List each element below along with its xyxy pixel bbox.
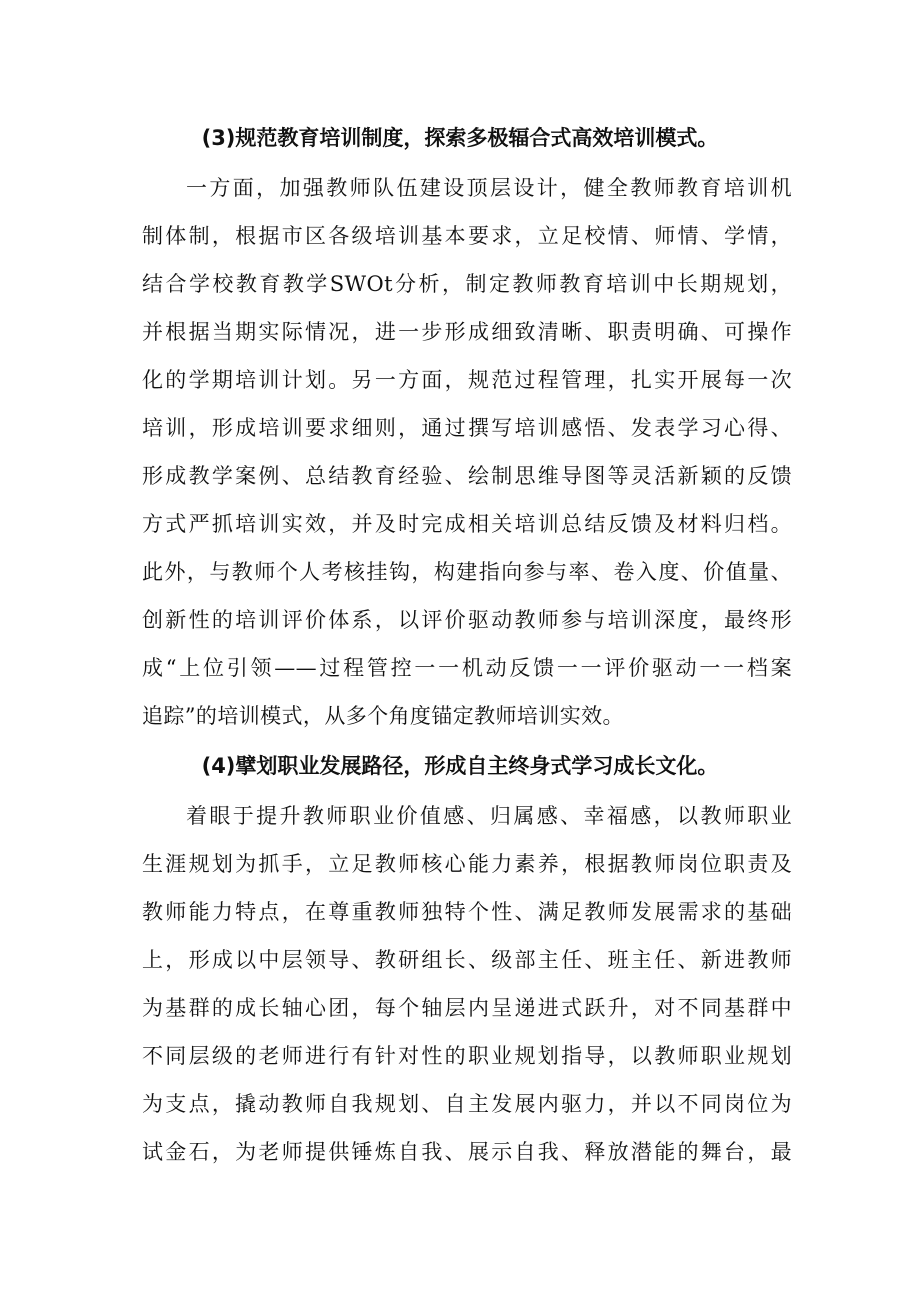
section-4-line-3: 教师能力特点，在尊重教师独特个性、满足教师发展需求的基础 (142, 900, 792, 924)
section-3-line-5: 化的学期培训计划。另一方面，规范过程管理，扎实开展每一次 (142, 368, 792, 392)
section-3-line-12: 追踪”的培训模式，从多个角度锚定教师培训实效。 (142, 704, 624, 728)
section-3-line-6: 培训，形成培训要求细则，通过撰写培训感悟、发表学习心得、 (142, 416, 792, 440)
section-4-line-2: 生涯规划为抓手，立足教师核心能力素养，根据教师岗位职责及 (142, 852, 792, 876)
section-3-line-2: 制体制，根据市区各级培训基本要求，立足校情、师情、学情， (142, 224, 792, 248)
section-3-line-9: 此外，与教师个人考核挂钩，构建指向参与率、卷入度、价值量、 (142, 560, 792, 584)
section-3-line-8: 方式严抓培训实效，并及时完成相关培训总结反馈及材料归档。 (142, 512, 792, 536)
section-3-heading: (3)规范教育培训制度，探索多极辐合式高效培训模式。 (201, 126, 719, 150)
section-4-line-5: 为基群的成长轴心团，每个轴层内呈递进式跃升，对不同基群中 (142, 996, 792, 1020)
section-3-line-10: 创新性的培训评价体系，以评价驱动教师参与培训深度，最终形 (142, 608, 792, 632)
section-3-line-4: 并根据当期实际情况，进一步形成细致清晰、职责明确、可操作 (142, 320, 792, 344)
section-3-line-7: 形成教学案例、总结教育经验、绘制思维导图等灵活新颖的反馈 (142, 464, 792, 488)
section-3-line-3: 结合学校教育教学SWOt分析，制定教师教育培训中长期规划， (142, 272, 792, 296)
section-4-heading: (4)擘划职业发展路径，形成自主终身式学习成长文化。 (201, 754, 719, 778)
section-4-line-8: 试金石，为老师提供锤炼自我、展示自我、释放潜能的舞台，最 (142, 1140, 792, 1164)
section-3-line-11: 成“上位引领——过程管控一一机动反馈一一评价驱动一一档案 (142, 656, 792, 680)
section-4-line-7: 为支点，撬动教师自我规划、自主发展内驱力，并以不同岗位为 (142, 1092, 792, 1116)
section-4-line-6: 不同层级的老师进行有针对性的职业规划指导，以教师职业规划 (142, 1044, 792, 1068)
section-4-line-4: 上，形成以中层领导、教研组长、级部主任、班主任、新进教师 (142, 948, 792, 972)
section-4-line-1: 着眼于提升教师职业价值感、归属感、幸福感，以教师职业 (186, 804, 792, 828)
section-3-line-1: 一方面，加强教师队伍建设顶层设计，健全教师教育培训机 (186, 176, 792, 200)
